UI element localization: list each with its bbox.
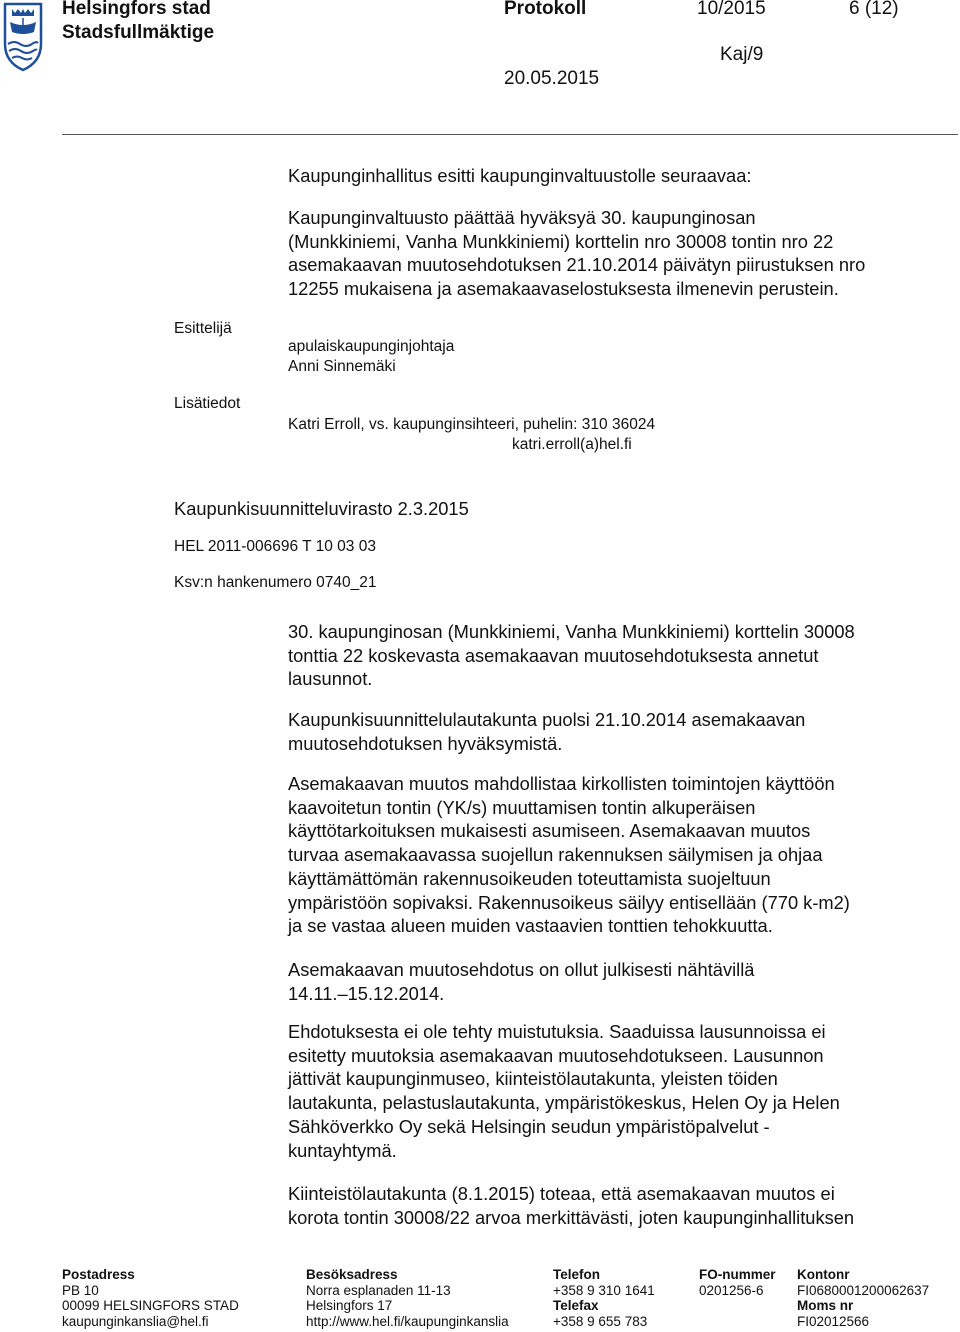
- paragraph: [288, 958, 754, 1005]
- paragraph-line: lautakunta, pelastuslautakunta, ympäristökeskus, Helen Oy ja Helen: [288, 1092, 840, 1114]
- paragraph: [288, 1020, 840, 1162]
- proposal-line: Kaupunginvaltuusto päättää hyväksyä 30. kaupunginosan: [288, 207, 756, 228]
- footer-value: FI0680001200062637: [797, 1282, 930, 1298]
- paragraph-line: Ehdotuksesta ei ole tehty muistutuksia. Saaduissa lausunnoissa ei: [288, 1021, 826, 1042]
- paragraph-line: kaavoitetun tontin (YK/s) muuttamisen tontin alkuperäisen: [288, 796, 756, 818]
- footer-value: Helsingfors 17: [306, 1298, 393, 1314]
- city-coat-of-arms-logo: [0, 0, 46, 74]
- footer-heading: Telefax: [553, 1298, 599, 1314]
- footer-heading: Moms nr: [797, 1298, 854, 1314]
- proposal-line: (Munkkiniemi, Vanha Munkkiniemi) korttelin nro 30008 tontin nro 22: [288, 230, 834, 252]
- body-name: Stadsfullmäktige: [62, 22, 215, 43]
- footer-value: +358 9 310 1641: [553, 1282, 655, 1298]
- proposal-text: [288, 206, 865, 301]
- paragraph-line: Sähköverkko Oy sekä Helsingin seudun ympäristöpalvelut -: [288, 1115, 770, 1137]
- paragraph-line: Asemakaavan muutos mahdollistaa kirkollisten toimintojen käyttöön: [288, 773, 835, 794]
- paragraph-line: jättivät kaupunginmuseo, kiinteistölautakunta, yleisten töiden: [288, 1068, 778, 1090]
- case-number: HEL 2011-006696 T 10 03 03: [174, 538, 376, 555]
- paragraph-line: käyttötarkoituksen mukaisesti asumiseen. Asemakaavan muutos: [288, 820, 811, 842]
- org-name: Helsingfors stad: [62, 0, 211, 19]
- presenter-label: Esittelijä: [174, 320, 232, 337]
- paragraph-line: lausunnot.: [288, 668, 373, 690]
- paragraph-line: ja se vastaa alueen muiden vastaavien tonttien tehokkuutta.: [288, 915, 773, 937]
- presenter-role: apulaiskaupunginjohtaja: [288, 338, 455, 355]
- section-code: Kaj/9: [720, 44, 764, 65]
- paragraph-line: 14.11.–15.12.2014.: [288, 982, 445, 1004]
- agency-reference: Kaupunkisuunnitteluvirasto 2.3.2015: [174, 498, 469, 519]
- footer-value: FI02012566: [797, 1314, 870, 1330]
- paragraph: [288, 708, 805, 755]
- paragraph: [288, 772, 850, 938]
- footer-website-link[interactable]: http://www.hel.fi/kaupunginkanslia: [306, 1314, 509, 1330]
- footer-business-id: [699, 1267, 776, 1298]
- paragraph-line: muutosehdotuksen hyväksymistä.: [288, 732, 563, 754]
- header-divider: [62, 134, 958, 135]
- presenter-name: Anni Sinnemäki: [288, 358, 396, 375]
- paragraph-line: käyttämättömän rakennusoikeuden toteuttamista suojeltuun: [288, 867, 771, 889]
- footer-email[interactable]: kaupunginkanslia@hel.fi: [62, 1314, 209, 1330]
- paragraph-line: Asemakaavan muutosehdotus on ollut julkisesti nähtävillä: [288, 959, 755, 980]
- footer-heading: Postadress: [62, 1267, 135, 1282]
- contact-line: Katri Erroll, vs. kaupunginsihteeri, puhelin: 310 36024: [288, 416, 656, 433]
- proposal-line: asemakaavan muutosehdotuksen 21.10.2014 päivätyn piirustuksen nro: [288, 254, 866, 276]
- paragraph-line: korota tontin 30008/22 arvoa merkittävästi, joten kaupunginhallituksen: [288, 1206, 855, 1228]
- footer-postal: [62, 1267, 239, 1330]
- footer-phone: [553, 1267, 655, 1330]
- footer-heading: Besöksadress: [306, 1267, 398, 1282]
- footer-value: PB 10: [62, 1282, 99, 1298]
- proposal-line: 12255 mukaisena ja asemakaavaselostuksesta ilmenevin perustein.: [288, 278, 839, 300]
- footer-heading: Kontonr: [797, 1267, 850, 1282]
- paragraph-line: 30. kaupunginosan (Munkkiniemi, Vanha Munkkiniemi) korttelin 30008: [288, 621, 855, 642]
- paragraph: [288, 620, 855, 691]
- footer-heading: Telefon: [553, 1267, 600, 1282]
- intro-lead: Kaupunginhallitus esitti kaupunginvaltuustolle seuraavaa:: [288, 165, 752, 186]
- footer-visit: [306, 1267, 509, 1330]
- paragraph-line: kuntayhtymä.: [288, 1139, 397, 1161]
- document-number: 10/2015: [697, 0, 766, 19]
- info-label: Lisätiedot: [174, 395, 241, 412]
- footer-value: 0201256-6: [699, 1282, 764, 1298]
- document-type: Protokoll: [504, 0, 587, 19]
- footer-value: 00099 HELSINGFORS STAD: [62, 1298, 239, 1314]
- paragraph-line: Kiinteistölautakunta (8.1.2015) toteaa, että asemakaavan muutos ei: [288, 1183, 835, 1204]
- paragraph-line: Kaupunkisuunnittelulautakunta puolsi 21.10.2014 asemakaavan: [288, 709, 806, 730]
- footer-value: Norra esplanaden 11-13: [306, 1282, 451, 1298]
- paragraph-line: esitetty muutoksia asemakaavan muutosehdotukseen. Lausunnon: [288, 1044, 824, 1066]
- paragraph-line: ympäristöön sopivaksi. Rakennusoikeus säilyy entisellään (770 k-m2): [288, 891, 850, 913]
- footer-heading: FO-nummer: [699, 1267, 776, 1282]
- footer-value: +358 9 655 783: [553, 1314, 648, 1330]
- contact-email[interactable]: katri.erroll(a)hel.fi: [512, 436, 632, 453]
- paragraph-line: turvaa asemakaavassa suojellun rakennuksen säilymisen ja ohjaa: [288, 844, 823, 866]
- paragraph-line: tonttia 22 koskevasta asemakaavan muutosehdotuksesta annetut: [288, 644, 819, 666]
- meeting-date: 20.05.2015: [504, 68, 600, 89]
- page-number: 6 (12): [849, 0, 899, 19]
- footer-account: [797, 1267, 929, 1330]
- project-number: Ksv:n hankenumero 0740_21: [174, 574, 377, 591]
- paragraph: [288, 1182, 854, 1229]
